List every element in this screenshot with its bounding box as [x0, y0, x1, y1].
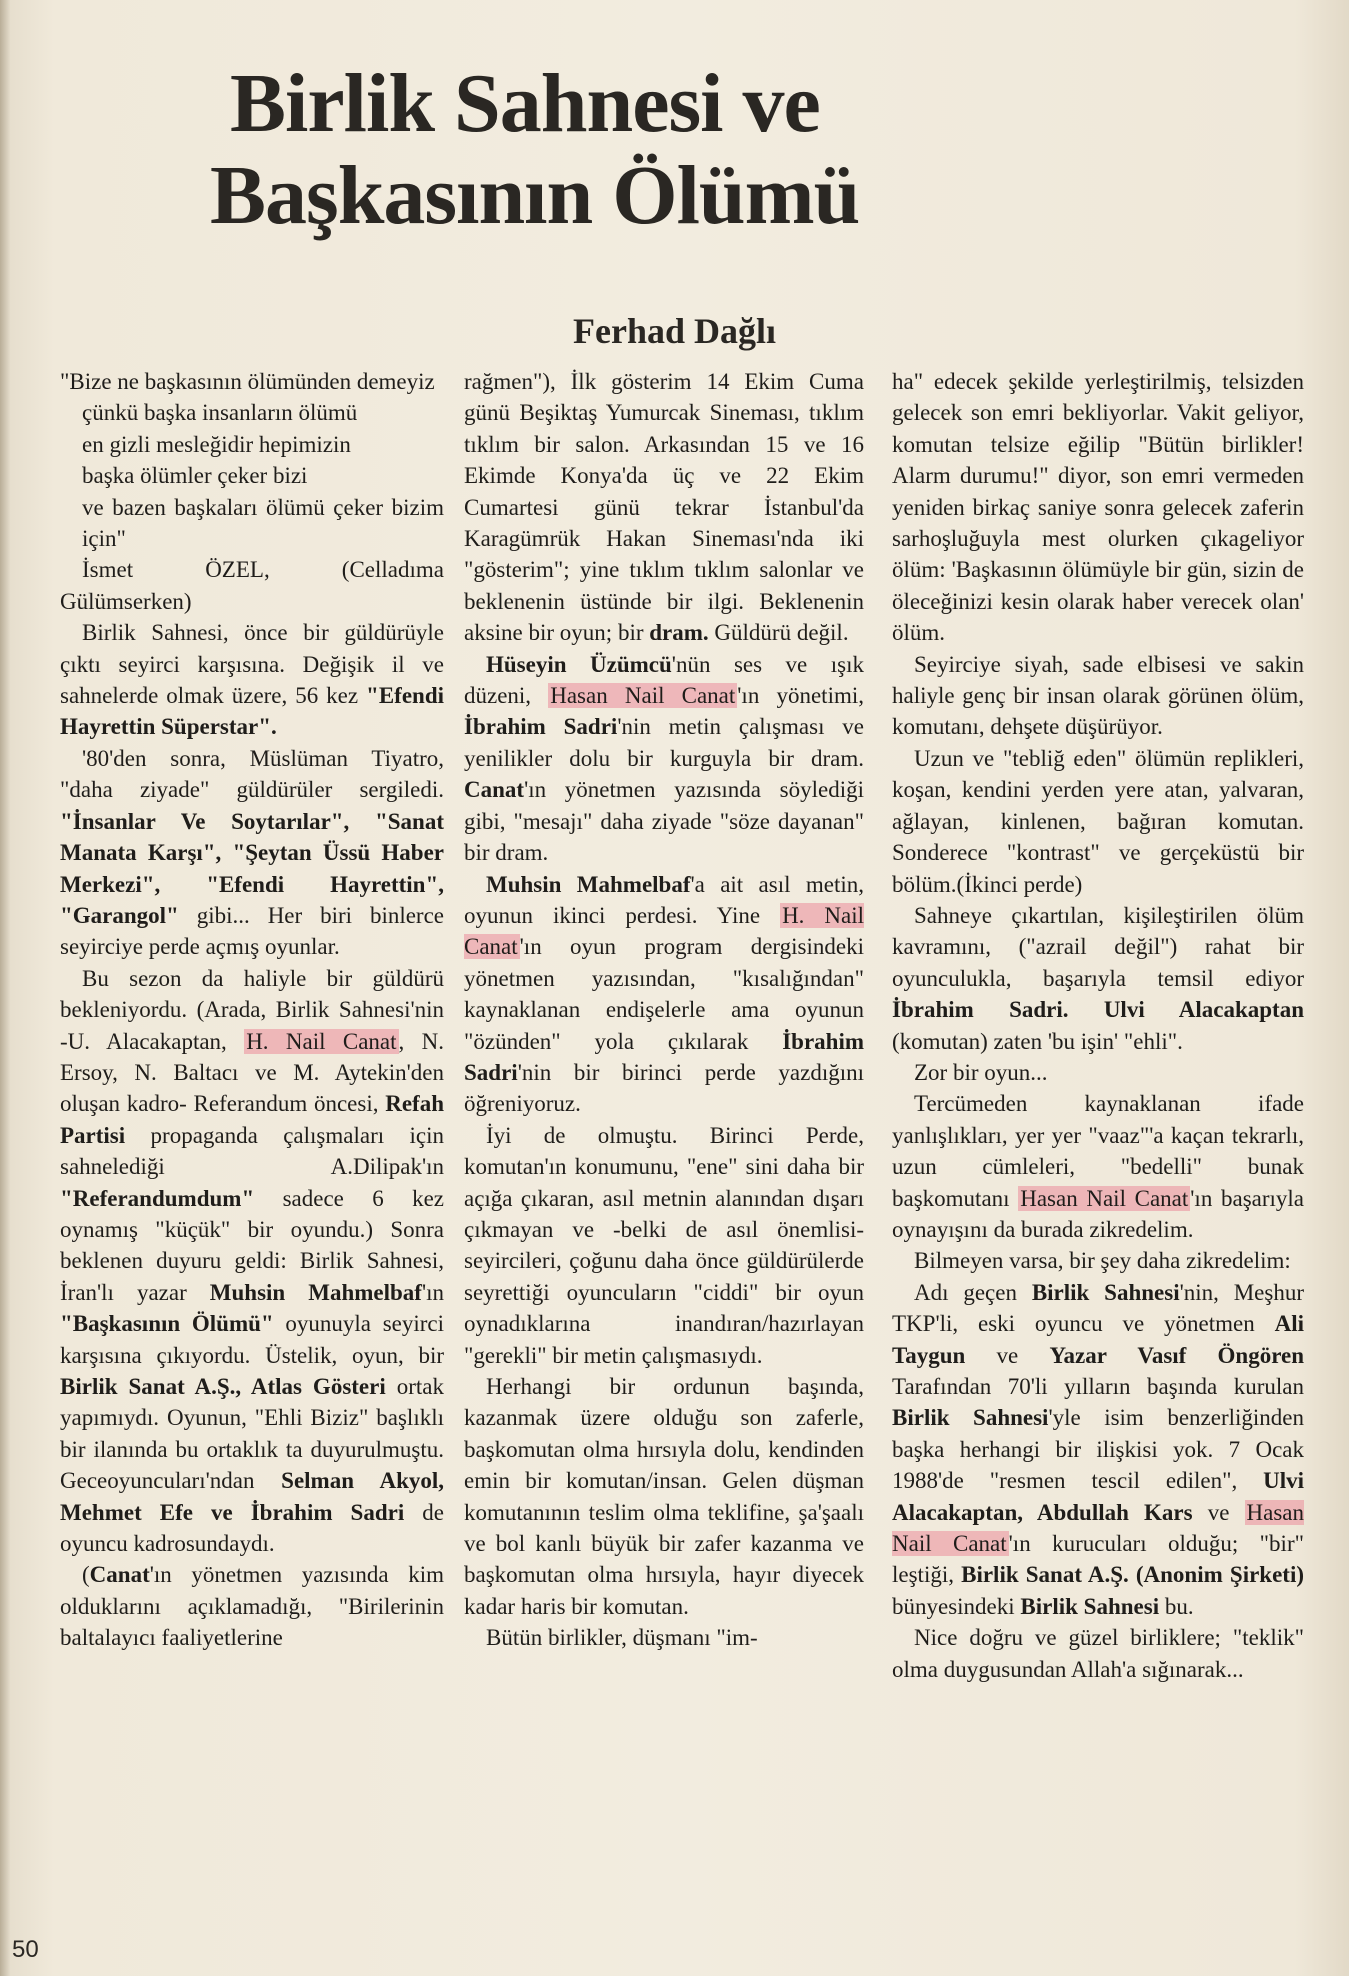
text: 'ın kurucuları olduğu; "bir" leştiği, — [892, 1531, 1304, 1588]
text: 'yle isim benzerliğinden başka herhangi bir ilişkisi yok. 7 Ocak 1988'de "resmen tescil edilen", — [892, 1405, 1305, 1494]
bold-name: İbrahim Sadri. Ulvi Alacakaptan — [892, 997, 1304, 1023]
play-titles: "İnsanlar Ve Soytarılar", "Sanat Manata Karşı", "Şeytan Üssü Haber Merkezi", "Efendi Hayrettin", "Garangol" — [60, 808, 444, 928]
bold-name: Selman Akyol, Mehmet Efe ve İbrahim Sadri — [60, 1468, 444, 1525]
paragraph: Herhangi bir ordunun başında, kazanmak üzere olduğu son zaferle, başkomutan olma hırsıyla dolu, kendinden emin bir komutan/insan. Gelen düşman komutanının teslim olma teklifine, şa'şaalı ve bol kanlı büyük bir zafer kazanma ve başkomutan olma hırsıyla, hayır diyecek kadar haris bir komutan. — [464, 1374, 864, 1619]
text: ve — [1207, 1499, 1230, 1525]
page-binding-edge — [0, 0, 10, 1976]
text: sadece 6 kez oynamış "küçük" bir oyundu.) Sonra beklenen duyuru geldi: Birlik Sahnesi, İran'lı yazar — [60, 1185, 444, 1305]
text: Sahneye çıkartılan, kişileştirilen ölüm kavramını, ("azrail değil") rahat bir oyunculukla, başarıyla temsil ediyor — [892, 902, 1304, 991]
paragraph: Bilmeyen varsa, bir şey daha zikredelim: — [914, 1248, 1291, 1274]
epigraph-line: en gizli mesleğidir hepimizin — [82, 431, 351, 457]
bold-name: Birlik Sahnesi — [892, 1405, 1049, 1431]
play-title: "Efendi Hayrettin Süperstar". — [60, 683, 444, 740]
epigraph-line: başka ölümler çeker bizi — [82, 463, 308, 489]
highlighted-name: H. Nail Canat — [464, 902, 864, 960]
text: Bu sezon da haliyle bir güldürü bekleniyordu. (Arada, Birlik Sahnesi'nin -U. Alacakaptan, — [60, 965, 444, 1054]
text: , N. Ersoy, N. Baltacı ve M. Aytekin'den oluşan kadro- Referandum öncesi, — [60, 1028, 445, 1117]
paragraph — [464, 869, 864, 1120]
text: 'ın yönetmen yazısında kim olduklarını açıklamadığı, "Birilerinin baltalayıcı faaliyetlerine — [60, 1562, 444, 1651]
paragraph: ha" edecek şekilde yerleştirilmiş, telsizden gelecek son emri bekliyorlar. Vakit geliyor, komutan telsize eğilip "Bütün birlikler! Alarm durumu!" diyor, son emri vermeden yeniden birkaç saniye sonra gelecek zaferin sarhoşluğuyla mest olurken çıkageliyor ölüm: 'Başkasının ölümüyle bir gün, sizin de öleceğinizi kesin olarak haber verecek olan' ölüm. — [892, 369, 1304, 646]
bold-name: İbrahim Sadri — [464, 1028, 865, 1085]
bold-name: Canat — [464, 777, 525, 803]
epigraph-line: "Bize ne başkasının ölümünden demeyiz — [60, 369, 435, 394]
epigraph-line: çünkü başka insanların ölümü — [82, 400, 358, 426]
paragraph: Bütün birlikler, düşmanı "im- — [486, 1625, 758, 1651]
text: de oyuncu kadrosundaydı. — [60, 1499, 444, 1557]
page-number: 50 — [12, 1936, 39, 1963]
text: 'nün ses ve ışık düzeni, — [464, 651, 864, 709]
bold-name: Ali Taygun — [892, 1311, 1305, 1368]
paragraph: Zor bir oyun... — [914, 1059, 1048, 1085]
paragraph — [892, 1088, 1304, 1245]
article-headline — [210, 57, 1030, 242]
text: Birlik Sahnesi, önce bir güldürüyle çıktı seyirci karşısına. Değişik il ve sahnelerde olmak üzere, 56 kez — [60, 620, 444, 709]
text: Tarafından 70'li yılların başında kurulan — [892, 1374, 1304, 1399]
text: 'ın yönetmen yazısında söylediği gibi, "mesajı" daha ziyade "söze dayanan" bir dram. — [464, 777, 864, 866]
article-column-1 — [60, 366, 444, 1654]
play-title: "Başkasının Ölümü" — [60, 1311, 274, 1337]
paragraph: Seyirciye siyah, sade elbisesi ve sakin haliyle genç bir insan olarak görünen ölüm, komutanı, dehşete düşürüyor. — [892, 651, 1304, 740]
article-column-3 — [892, 366, 1304, 1685]
text: 'nin metin çalışması ve yenilikler dolu bir kurguyla bir dram. — [464, 714, 864, 771]
bold-name: Hüseyin Üzümcü — [486, 651, 672, 677]
text: ( — [82, 1562, 90, 1588]
highlighted-name: H. Nail Canat — [246, 1028, 397, 1054]
paragraph — [892, 1277, 1304, 1622]
paragraph — [464, 649, 864, 869]
paragraph — [892, 900, 1304, 1057]
text: Güldürü değil. — [714, 620, 849, 646]
text: gibi... Her biri binlerce seyirciye perde açmış oyunlar. — [60, 902, 445, 960]
text: 'ın başarıyla oynayışını da burada zikredelim. — [892, 1185, 1304, 1242]
text: ortak yapımıydı. Oyunun, "Ehli Biziz" başlıklı bir ilanında bu ortaklık ta duyurulmuştu. Geceoyuncuları'ndan — [60, 1374, 444, 1494]
text: 'ın oyun program dergisindeki yönetmen yazısından, "kısalığından" kaynaklanan endişelerle ama oyunun "özünden" yola çıkılarak — [464, 934, 864, 1054]
text: ve — [996, 1342, 1019, 1368]
play-title: "Referandumdum" — [60, 1185, 255, 1211]
article-column-2 — [464, 366, 864, 1654]
bold-name: Ulvi Alacakaptan, Abdullah Kars — [892, 1468, 1304, 1525]
bold-name: Refah Partisi — [60, 1091, 445, 1148]
epigraph-attribution: İsmet ÖZEL, (Celladıma Gülümserken) — [60, 557, 444, 614]
bold-name: Birlik Sahnesi — [1020, 1593, 1160, 1619]
text: Tercümeden kaynaklanan ifade yanlışlıkları, yer yer "vaaz"'a kaçan tekrarlı, uzun cümleleri, "bedelli" bunak başkomutanı — [892, 1091, 1304, 1211]
text: '80'den sonra, Müslüman Tiyatro, "daha ziyade" güldürüler sergiledi. — [60, 745, 444, 803]
epigraph-line: ve bazen başkaları ölümü çeker bizim için" — [82, 494, 444, 552]
paragraph — [60, 963, 444, 1560]
text: bu. — [1164, 1593, 1194, 1619]
paragraph: Nice doğru ve güzel birliklere; "teklik" olma duygusundan Allah'a sığınarak... — [892, 1625, 1304, 1682]
text: Adı geçen — [914, 1279, 1017, 1305]
paragraph — [60, 743, 444, 963]
headline-line-2: Başkasının Ölümü — [210, 149, 860, 242]
bold-name: Birlik Sanat A.Ş., Atlas Gösteri — [60, 1374, 386, 1399]
bold-name: Muhsin Mahmelbaf — [486, 871, 691, 897]
text: (komutan) zaten 'bu işin' "ehli". — [892, 1028, 1183, 1054]
paragraph — [464, 366, 864, 649]
paragraph: Uzun ve "tebliğ eden" ölümün replikleri, koşan, kendini yerden yere atan, yalvaran, ağlayan, kinlenen, bağıran komutan. Sonderece "kontrast" ve gerçeküstü bir bölüm.(İkinci perde) — [892, 745, 1304, 897]
text: propaganda çalışmaları için sahnelediği A.Dilipak'ın — [60, 1122, 444, 1180]
bold-name: Birlik Sanat A.Ş. (Anonim Şirketi) — [961, 1562, 1304, 1588]
bold-name: Muhsin Mahmelbaf — [209, 1279, 422, 1305]
bold-word: dram. — [649, 620, 709, 646]
bold-name: Birlik Sahnesi — [1031, 1279, 1180, 1305]
author-byline: Ferhad Dağlı — [573, 311, 776, 351]
text: rağmen"), İlk gösterim 14 Ekim Cuma günü Beşiktaş Yumurcak Sineması, tıklım tıklım bir salon. Arkasından 15 ve 16 Ekimde Konya'da üç ve 22 Ekim Cumartesi günü tekrar İstanbul'da Karagümrük Hakan Sineması'nda iki "gösterim"; yine tıklım tıklım salonlar ve beklenenin üstünde bir ilgi. Beklenenin aksine bir oyun; bir — [464, 369, 864, 646]
paragraph — [60, 617, 444, 743]
text: bünyesindeki — [892, 1593, 1015, 1619]
paragraph: İyi de olmuştu. Birinci Perde, komutan'ın konumunu, "ene" sini daha bir açığa çıkaran, asıl metnin alanından dışarı çıkmayan ve -belki de asıl önemlisi- seyircileri, çoğunu daha önce güldürülerde seyrettiği oyuncuların "ciddi" bir oyun oynadıklarına inandıran/hazırlayan "gerekli" bir metin çalışmasıydı. — [464, 1122, 864, 1368]
bold-name: Yazar Vasıf Öngören — [1049, 1342, 1305, 1368]
text: 'nin bir birinci perde yazdığını öğreniyoruz. — [464, 1059, 864, 1117]
text: 'ın yönetimi, — [737, 683, 864, 709]
highlighted-name: Hasan Nail Canat — [892, 1499, 1305, 1557]
text: 'a ait asıl metin, oyunun ikinci perdesi. Yine — [464, 871, 864, 928]
highlighted-name: Hasan Nail Canat — [1020, 1185, 1189, 1211]
bold-name: Canat — [89, 1562, 150, 1588]
headline-line-1: Birlik Sahnesi ve — [230, 57, 820, 150]
highlighted-name: Hasan Nail Canat — [550, 683, 736, 709]
bold-name: İbrahim Sadri — [464, 714, 618, 740]
text: 'nin, Meşhur TKP'li, eski oyuncu ve yönetmen — [892, 1279, 1304, 1337]
paragraph — [60, 1559, 444, 1653]
text: 'ın — [421, 1279, 444, 1305]
text: oyunuyla seyirci karşısına çıkıyordu. Üstelik, oyun, bir — [60, 1311, 445, 1368]
